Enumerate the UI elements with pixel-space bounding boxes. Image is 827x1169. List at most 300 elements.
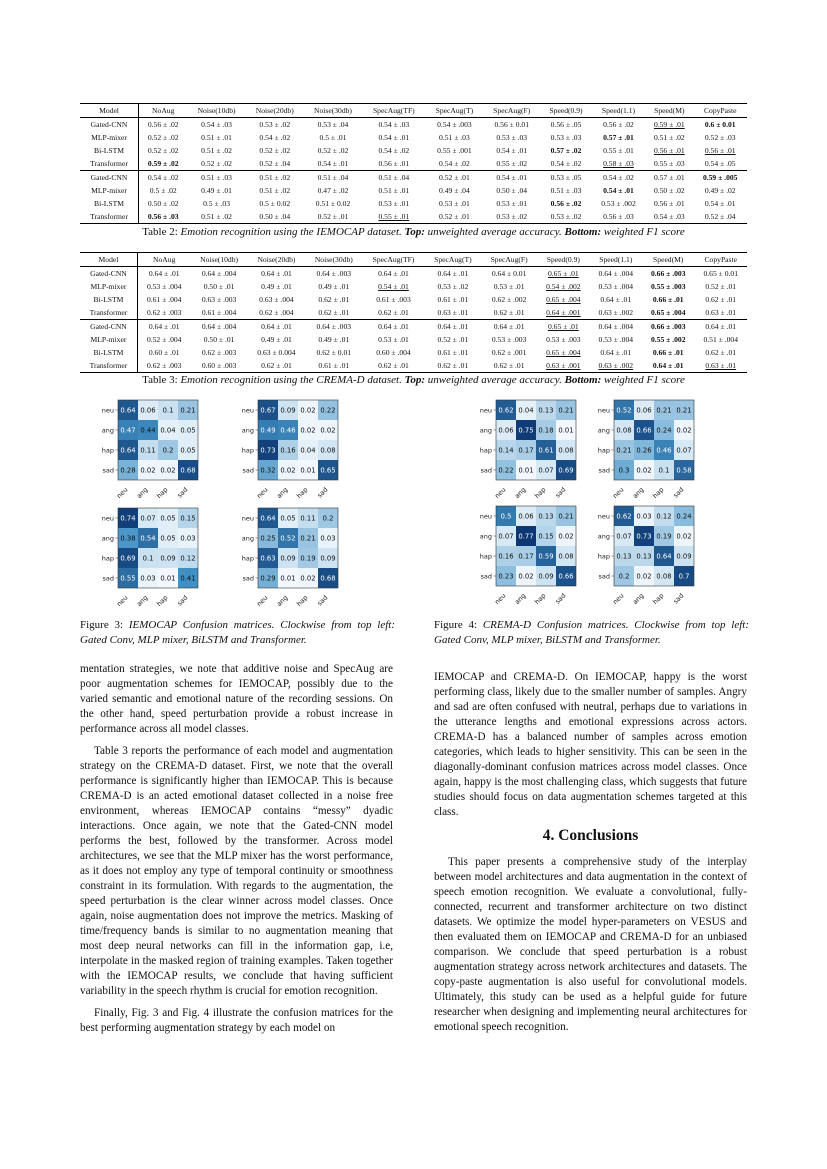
- y-tick-label: neu: [479, 406, 492, 415]
- table-header-row: [80, 253, 747, 267]
- table-cell: 0.54 ± .01: [603, 186, 634, 195]
- table-cell: 0.52 ± .02: [147, 133, 179, 142]
- table-cell: 0.63 ± .002: [590, 359, 642, 373]
- table-cell: 0.52 ± .01: [304, 210, 362, 224]
- table-cell: 0.55 ± .001: [437, 146, 472, 155]
- column-header: CopyPaste: [693, 104, 747, 118]
- table-cell: 0.54 ± .01: [317, 159, 349, 168]
- heatmap-value-label: 0.12: [180, 554, 196, 563]
- table-cell: 0.50 ± .04: [246, 210, 304, 224]
- x-tick-label: ang: [513, 485, 528, 501]
- heatmap-value-label: 0.08: [656, 572, 672, 581]
- table-cell: 0.55 ± .03: [653, 159, 685, 168]
- table2-caption-bottom: Bottom:: [564, 226, 602, 238]
- table-cell: 0.51 ± .04: [362, 171, 425, 185]
- table-cell: 0.63 ± .001: [537, 359, 589, 373]
- table-cell: 0.66 ± .003: [650, 269, 686, 278]
- heatmap-value-label: 0.65: [320, 466, 336, 475]
- table-cell: 0.52 ± .02: [201, 159, 232, 168]
- table-row: [80, 171, 747, 185]
- table-cell: 0.62 ± .01: [425, 359, 482, 373]
- heatmap-value-label: 0.55: [120, 574, 136, 583]
- table-cell: 0.54 ± .05: [704, 159, 736, 168]
- table-cell: 0.66 ± .003: [642, 320, 694, 334]
- section-heading-conclusions: 4. Conclusions: [542, 827, 639, 844]
- model-name-cell: Bi-LSTM: [80, 346, 137, 359]
- table-cell: 0.5 ± .01: [319, 133, 347, 142]
- heatmap-value-label: 0.04: [518, 406, 534, 415]
- table-cell: 0.56 ± .03: [592, 210, 645, 224]
- heatmap-value-label: 0.02: [636, 466, 652, 475]
- x-tick-label: neu: [493, 591, 508, 607]
- table-row: [80, 210, 747, 224]
- heatmap-value-label: 0.19: [656, 532, 672, 541]
- heatmap-value-label: 0.08: [558, 552, 574, 561]
- heatmap-value-label: 0.73: [636, 532, 652, 541]
- heatmap-value-label: 0.05: [160, 514, 176, 523]
- table-cell: 0.64 ± .004: [191, 320, 248, 334]
- table-cell: 0.50 ± .02: [147, 199, 179, 208]
- table-cell: 0.55 ± .02: [496, 159, 528, 168]
- heatmap-value-label: 0.21: [180, 406, 196, 415]
- table-cell: 0.62 ± .003: [146, 308, 182, 317]
- table-cell: 0.54 ± .02: [259, 133, 291, 142]
- table-cell: 0.49 ± .02: [704, 186, 736, 195]
- column-header: Speed(0.9): [540, 104, 591, 118]
- heatmap-value-label: 0.69: [120, 554, 136, 563]
- left-paragraph-1: mentation strategies, we note that additive noise and SpecAug are poor augmentation schemes for IEMOCAP, possibly due to the varied semantic and emotional nature of the recording sessions. On the other hand, speed perturbation provide a robust increase in performance across all model classes.: [80, 663, 393, 735]
- heatmap-value-label: 0.68: [320, 574, 336, 583]
- table-cell: 0.65 ± .004: [546, 295, 581, 304]
- table-row: [80, 346, 747, 359]
- y-tick-label: sad: [102, 466, 114, 475]
- model-name-cell: Transformer: [80, 359, 137, 373]
- table-cell: 0.59 ± .005: [693, 171, 747, 185]
- table-cell: 0.62 ± .01: [493, 308, 525, 317]
- right-paragraph-1: IEMOCAP and CREMA-D. On IEMOCAP, happy is the worst performing class, likely due to the smaller number of samples. Angry and sad are often confused with neutral, perhaps due to variations in the utterance lengths and emotional expressions across actors. CREMA-D has a balanced number of samples across emotion categories, which leads to higher sensitivity. This can be seen in the diagonally-dominant confusion matrices across model classes. Once again, happy is the most challenging class, which suggests that future studies should focus on data augmentation schemes targeted at this class.: [434, 671, 747, 818]
- x-tick-label: hap: [651, 485, 666, 501]
- heatmap-value-label: 0.13: [616, 552, 632, 561]
- table-cell: 0.64 ± .01: [248, 320, 306, 334]
- table-cell: 0.54 ± .01: [483, 171, 540, 185]
- table-cell: 0.59 ± .01: [653, 120, 685, 129]
- heatmap-value-label: 0.2: [162, 446, 174, 455]
- heatmap-value-label: 0.08: [616, 426, 632, 435]
- table-cell: 0.51 ± .03: [439, 133, 470, 142]
- table-cell: 0.66 ± .01: [652, 295, 684, 304]
- table-iemocap: [80, 103, 747, 224]
- table-cell: 0.53 ± .004: [146, 282, 182, 291]
- confusion-matrix-svg: [94, 398, 202, 506]
- table-cell: 0.62 ± .003: [201, 348, 237, 357]
- model-name-cell: MLP-mixer: [80, 280, 137, 293]
- table-row: [80, 293, 747, 306]
- table-cell: 0.64 ± .001: [546, 308, 581, 317]
- table-cell: 0.50 ± .04: [496, 186, 528, 195]
- table-row: [80, 306, 747, 320]
- table-cell: 0.61 ± .004: [146, 295, 182, 304]
- table-cell: 0.63 ± .003: [201, 295, 237, 304]
- x-tick-label: ang: [135, 485, 150, 501]
- table-cell: 0.56 ± .05: [550, 120, 582, 129]
- heatmap-value-label: 0.06: [518, 512, 534, 521]
- confusion-matrix-svg: [472, 398, 580, 506]
- heatmap-value-label: 0.02: [300, 574, 316, 583]
- heatmap-value-label: 0.02: [558, 532, 574, 541]
- y-tick-label: ang: [241, 426, 254, 435]
- x-tick-label: hap: [155, 593, 170, 609]
- heatmap-value-label: 0.46: [280, 426, 296, 435]
- table-cell: 0.52 ± .01: [437, 335, 469, 344]
- column-header: SpecAug(TF): [362, 253, 424, 267]
- y-tick-label: hap: [241, 554, 254, 563]
- confusion-matrix-svg: [94, 506, 202, 614]
- column-header: CopyPaste: [694, 253, 747, 267]
- table-cell: 0.54 ± .02: [550, 159, 582, 168]
- model-name-cell: Transformer: [80, 157, 139, 171]
- table-header-row: [80, 104, 747, 118]
- table-cell: 0.56 ± .02: [603, 120, 634, 129]
- x-tick-label: ang: [631, 591, 646, 607]
- x-tick-label: sad: [671, 485, 686, 500]
- table-cell: 0.62 ± .01: [705, 295, 737, 304]
- table-cell: 0.64 ± .01: [378, 269, 409, 278]
- table-cell: 0.61 ± .004: [201, 308, 237, 317]
- x-tick-label: ang: [513, 591, 528, 607]
- y-tick-label: neu: [101, 406, 114, 415]
- x-tick-label: neu: [115, 485, 130, 501]
- table-row: [80, 184, 747, 197]
- table2-caption: [80, 226, 747, 238]
- heatmap-value-label: 0.02: [300, 426, 316, 435]
- table-cell: 0.52 ± .004: [146, 335, 182, 344]
- heatmap-value-label: 0.41: [180, 574, 196, 583]
- heatmap-value-label: 0.09: [320, 554, 336, 563]
- table-cell: 0.52 ± .01: [705, 282, 737, 291]
- table-cell: 0.51 ± .02: [259, 186, 291, 195]
- table-cell: 0.50 ± .01: [203, 282, 235, 291]
- y-tick-label: ang: [479, 426, 492, 435]
- x-tick-label: sad: [175, 593, 190, 608]
- heatmap-value-label: 0.09: [538, 572, 554, 581]
- y-tick-label: neu: [101, 514, 114, 523]
- heatmap-value-label: 0.22: [498, 466, 514, 475]
- heatmap-value-label: 0.23: [498, 572, 514, 581]
- table-row: [80, 267, 747, 281]
- table-row: [80, 359, 747, 373]
- column-header: Noise(30db): [304, 104, 362, 118]
- x-tick-label: hap: [295, 485, 310, 501]
- y-tick-label: hap: [597, 552, 610, 561]
- table-cell: 0.64 ± 0.01: [491, 269, 527, 278]
- table-cell: 0.51 ± .04: [304, 171, 362, 185]
- heatmap-value-label: 0.29: [260, 574, 276, 583]
- table-cell: 0.56 ± .02: [550, 199, 582, 208]
- model-name-cell: Gated-CNN: [80, 171, 139, 185]
- heatmap-value-label: 0.24: [676, 512, 692, 521]
- x-tick-label: neu: [255, 593, 270, 609]
- heatmap-value-label: 0.66: [636, 426, 652, 435]
- left-column: [80, 662, 393, 1043]
- table-cell: 0.55 ± .003: [650, 282, 686, 291]
- heatmap-value-label: 0.16: [498, 552, 514, 561]
- heatmap-value-label: 0.38: [120, 534, 136, 543]
- heatmap-value-label: 0.64: [260, 514, 276, 523]
- y-tick-label: ang: [241, 534, 254, 543]
- y-tick-label: sad: [242, 466, 254, 475]
- column-header: Speed(M): [642, 253, 694, 267]
- column-header: Noise(20db): [246, 104, 304, 118]
- heatmap-value-label: 0.64: [120, 406, 136, 415]
- heatmap-value-label: 0.46: [656, 446, 672, 455]
- heatmap-value-label: 0.09: [160, 554, 176, 563]
- heatmap-value-label: 0.5: [500, 512, 512, 521]
- table-cell: 0.53 ± .02: [540, 210, 591, 224]
- model-name-cell: MLP-mixer: [80, 333, 137, 346]
- y-tick-label: ang: [479, 532, 492, 541]
- table-cell: 0.52 ± .01: [426, 171, 484, 185]
- y-tick-label: hap: [479, 446, 492, 455]
- table-cell: 0.56 ± 0.01: [494, 120, 530, 129]
- table-cell: 0.54 ± .002: [546, 282, 581, 291]
- table-row: [80, 280, 747, 293]
- table-cell: 0.63 ± 0.004: [257, 348, 296, 357]
- table-cell: 0.54 ± .01: [704, 199, 736, 208]
- x-tick-label: sad: [315, 593, 330, 608]
- confusion-matrix-svg: [472, 504, 580, 612]
- table-cell: 0.64 ± .01: [600, 295, 632, 304]
- table-cell: 0.47 ± .02: [317, 186, 349, 195]
- table-cell: 0.51 ± .01: [201, 133, 232, 142]
- fig3-matrix-bilstm: [234, 506, 342, 619]
- heatmap-value-label: 0.08: [558, 446, 574, 455]
- table-cell: 0.51 ± .01: [378, 186, 410, 195]
- table-cell: 0.54 ± .02: [592, 171, 645, 185]
- table-cell: 0.59 ± .02: [147, 159, 179, 168]
- table-cell: 0.54 ± .01: [378, 133, 410, 142]
- heatmap-value-label: 0.75: [518, 426, 534, 435]
- table-cell: 0.62 ± .003: [137, 359, 190, 373]
- column-header: Model: [80, 104, 139, 118]
- heatmap-value-label: 0.21: [616, 446, 632, 455]
- model-name-cell: Gated-CNN: [80, 267, 137, 281]
- heatmap-value-label: 0.49: [260, 426, 276, 435]
- table-cell: 0.49 ± .01: [261, 282, 292, 291]
- heatmap-value-label: 0.05: [280, 514, 296, 523]
- table-cell: 0.54 ± .02: [439, 159, 470, 168]
- heatmap-value-label: 0.64: [120, 446, 136, 455]
- heatmap-value-label: 0.19: [300, 554, 316, 563]
- fig4-matrix-transformer: [472, 504, 580, 617]
- table3-caption: [80, 374, 747, 386]
- table-cell: 0.62 ± .01: [362, 359, 424, 373]
- table-cell: 0.54 ± .003: [437, 120, 472, 129]
- table-cell: 0.64 ± .004: [598, 269, 634, 278]
- fig3-matrix-mlp-mixer: [234, 398, 342, 511]
- figure3-caption-text: IEMOCAP Confusion matrices. Clockwise from top left: Gated Conv, MLP mixer, BiLSTM and Transformer.: [80, 619, 395, 646]
- table-cell: 0.56 ± .02: [147, 120, 179, 129]
- x-tick-label: ang: [275, 593, 290, 609]
- x-tick-label: sad: [315, 485, 330, 500]
- x-tick-label: ang: [631, 485, 646, 501]
- column-header: Model: [80, 253, 137, 267]
- figure4-caption-text: CREMA-D Confusion matrices. Clockwise from top left: Gated Conv, MLP mixer, BiLSTM and Transformer.: [434, 619, 750, 646]
- heatmap-value-label: 0.67: [260, 406, 276, 415]
- heatmap-value-label: 0.01: [518, 466, 534, 475]
- table-cell: 0.53 ± .02: [259, 120, 291, 129]
- confusion-matrix-svg: [234, 506, 342, 614]
- heatmap-value-label: 0.24: [656, 426, 672, 435]
- table-cell: 0.56 ± .01: [653, 199, 685, 208]
- table-cell: 0.62 ± .01: [248, 359, 306, 373]
- table-cell: 0.54 ± .01: [496, 146, 528, 155]
- model-name-cell: Gated-CNN: [80, 118, 139, 132]
- heatmap-value-label: 0.03: [180, 534, 196, 543]
- heatmap-value-label: 0.01: [280, 574, 296, 583]
- x-tick-label: ang: [275, 485, 290, 501]
- y-tick-label: sad: [102, 574, 114, 583]
- table-cell: 0.53 ± .02: [483, 210, 540, 224]
- heatmap-value-label: 0.04: [300, 446, 316, 455]
- table-cell: 0.61 ± .01: [437, 295, 469, 304]
- model-name-cell: Transformer: [80, 306, 137, 320]
- table-cell: 0.51 ± 0.02: [315, 199, 351, 208]
- heatmap-value-label: 0.1: [162, 406, 174, 415]
- model-name-cell: Gated-CNN: [80, 320, 137, 334]
- heatmap-value-label: 0.05: [180, 426, 196, 435]
- heatmap-value-label: 0.07: [140, 514, 156, 523]
- table-cell: 0.49 ± .01: [261, 335, 292, 344]
- column-header: SpecAug(T): [426, 104, 484, 118]
- table-cell: 0.62 ± .01: [318, 308, 350, 317]
- fig3-matrix-transformer: [94, 506, 202, 619]
- y-tick-label: sad: [480, 466, 492, 475]
- heatmap-value-label: 0.15: [180, 514, 196, 523]
- table-cell: 0.64 ± .01: [148, 269, 180, 278]
- table-row: [80, 144, 747, 157]
- heatmap-value-label: 0.22: [320, 406, 336, 415]
- table-crema-d: [80, 252, 747, 373]
- table-cell: 0.52 ± .02: [317, 146, 349, 155]
- table-cell: 0.60 ± .004: [376, 348, 411, 357]
- heatmap-value-label: 0.7: [678, 572, 690, 581]
- table-cell: 0.5 ± .02: [149, 186, 177, 195]
- table-cell: 0.61 ± .003: [376, 295, 411, 304]
- table-cell: 0.64 ± .01: [137, 320, 190, 334]
- heatmap-value-label: 0.02: [676, 532, 692, 541]
- table-cell: 0.64 ± .01: [694, 320, 747, 334]
- table-cell: 0.57 ± .01: [603, 133, 634, 142]
- table-cell: 0.61 ± .01: [437, 348, 469, 357]
- figure3-caption-prefix: Figure 3:: [80, 619, 129, 631]
- heatmap-value-label: 0.07: [616, 532, 632, 541]
- fig4-matrix-mlp-mixer: [590, 398, 698, 511]
- x-tick-label: neu: [255, 485, 270, 501]
- table-row: [80, 157, 747, 171]
- table-cell: 0.6 ± 0.01: [704, 120, 736, 129]
- heatmap-value-label: 0.28: [120, 466, 136, 475]
- fig3-matrix-gated-conv: [94, 398, 202, 511]
- heatmap-value-label: 0.07: [676, 446, 692, 455]
- table-cell: 0.53 ± .05: [540, 171, 591, 185]
- heatmap-value-label: 0.02: [280, 466, 296, 475]
- column-header: NoAug: [137, 253, 190, 267]
- heatmap-value-label: 0.69: [558, 466, 574, 475]
- heatmap-value-label: 0.13: [538, 406, 554, 415]
- table-cell: 0.53 ± .01: [378, 335, 409, 344]
- table-cell: 0.49 ± .01: [318, 282, 350, 291]
- table-row: [80, 333, 747, 346]
- model-name-cell: MLP-mixer: [80, 184, 139, 197]
- table-cell: 0.64 ± .01: [642, 359, 694, 373]
- y-tick-label: ang: [597, 532, 610, 541]
- heatmap-value-label: 0.63: [260, 554, 276, 563]
- table-cell: 0.54 ± .03: [645, 210, 693, 224]
- heatmap-value-label: 0.02: [140, 466, 156, 475]
- heatmap-value-label: 0.11: [140, 446, 156, 455]
- table-cell: 0.54 ± .03: [378, 120, 410, 129]
- heatmap-value-label: 0.21: [300, 534, 316, 543]
- table-cell: 0.64 ± .003: [305, 320, 362, 334]
- table-cell: 0.5 ± 0.02: [259, 199, 291, 208]
- table2-caption-part2: unweighted average accuracy.: [424, 226, 565, 238]
- table3-caption-top: Top:: [404, 374, 425, 386]
- table-cell: 0.65 ± .004: [546, 348, 581, 357]
- heatmap-value-label: 0.18: [538, 426, 554, 435]
- table-cell: 0.54 ± .01: [378, 282, 409, 291]
- table-cell: 0.52 ± .03: [704, 133, 736, 142]
- table-cell: 0.51 ± .004: [703, 335, 738, 344]
- table-cell: 0.63 ± .004: [259, 295, 294, 304]
- heatmap-value-label: 0.02: [636, 572, 652, 581]
- column-header: Speed(M): [645, 104, 693, 118]
- column-header: SpecAug(TF): [362, 104, 425, 118]
- confusion-matrix-svg: [234, 398, 342, 506]
- table-cell: 0.49 ± .04: [439, 186, 470, 195]
- y-tick-label: sad: [480, 572, 492, 581]
- table-cell: 0.51 ± .03: [550, 186, 582, 195]
- table-cell: 0.56 ± .01: [704, 146, 736, 155]
- heatmap-value-label: 0.47: [120, 426, 136, 435]
- heatmap-value-label: 0.09: [280, 406, 296, 415]
- model-name-cell: Transformer: [80, 210, 139, 224]
- table-cell: 0.57 ± .01: [645, 171, 693, 185]
- table-cell: 0.64 ± .003: [316, 269, 352, 278]
- table-cell: 0.55 ± .01: [603, 146, 634, 155]
- table-cell: 0.51 ± .02: [246, 171, 304, 185]
- heatmap-value-label: 0.64: [656, 552, 672, 561]
- x-tick-label: hap: [533, 485, 548, 501]
- model-name-cell: MLP-mixer: [80, 131, 139, 144]
- table-row: [80, 131, 747, 144]
- table-cell: 0.62 ± .01: [705, 348, 737, 357]
- heatmap-value-label: 0.2: [618, 572, 630, 581]
- heatmap-value-label: 0.77: [518, 532, 534, 541]
- table-cell: 0.56 ± .01: [653, 146, 685, 155]
- table-cell: 0.53 ± .02: [437, 282, 469, 291]
- table-cell: 0.64 ± .01: [600, 348, 632, 357]
- table-cell: 0.51 ± .02: [187, 210, 245, 224]
- table-cell: 0.53 ± .03: [496, 133, 528, 142]
- table-cell: 0.50 ± .02: [653, 186, 685, 195]
- y-tick-label: sad: [598, 572, 610, 581]
- table-cell: 0.62 ± .004: [259, 308, 294, 317]
- heatmap-value-label: 0.13: [636, 552, 652, 561]
- heatmap-value-label: 0.03: [140, 574, 156, 583]
- table-cell: 0.62 ± 0.01: [316, 348, 352, 357]
- heatmap-value-label: 0.1: [658, 466, 670, 475]
- x-tick-label: neu: [493, 485, 508, 501]
